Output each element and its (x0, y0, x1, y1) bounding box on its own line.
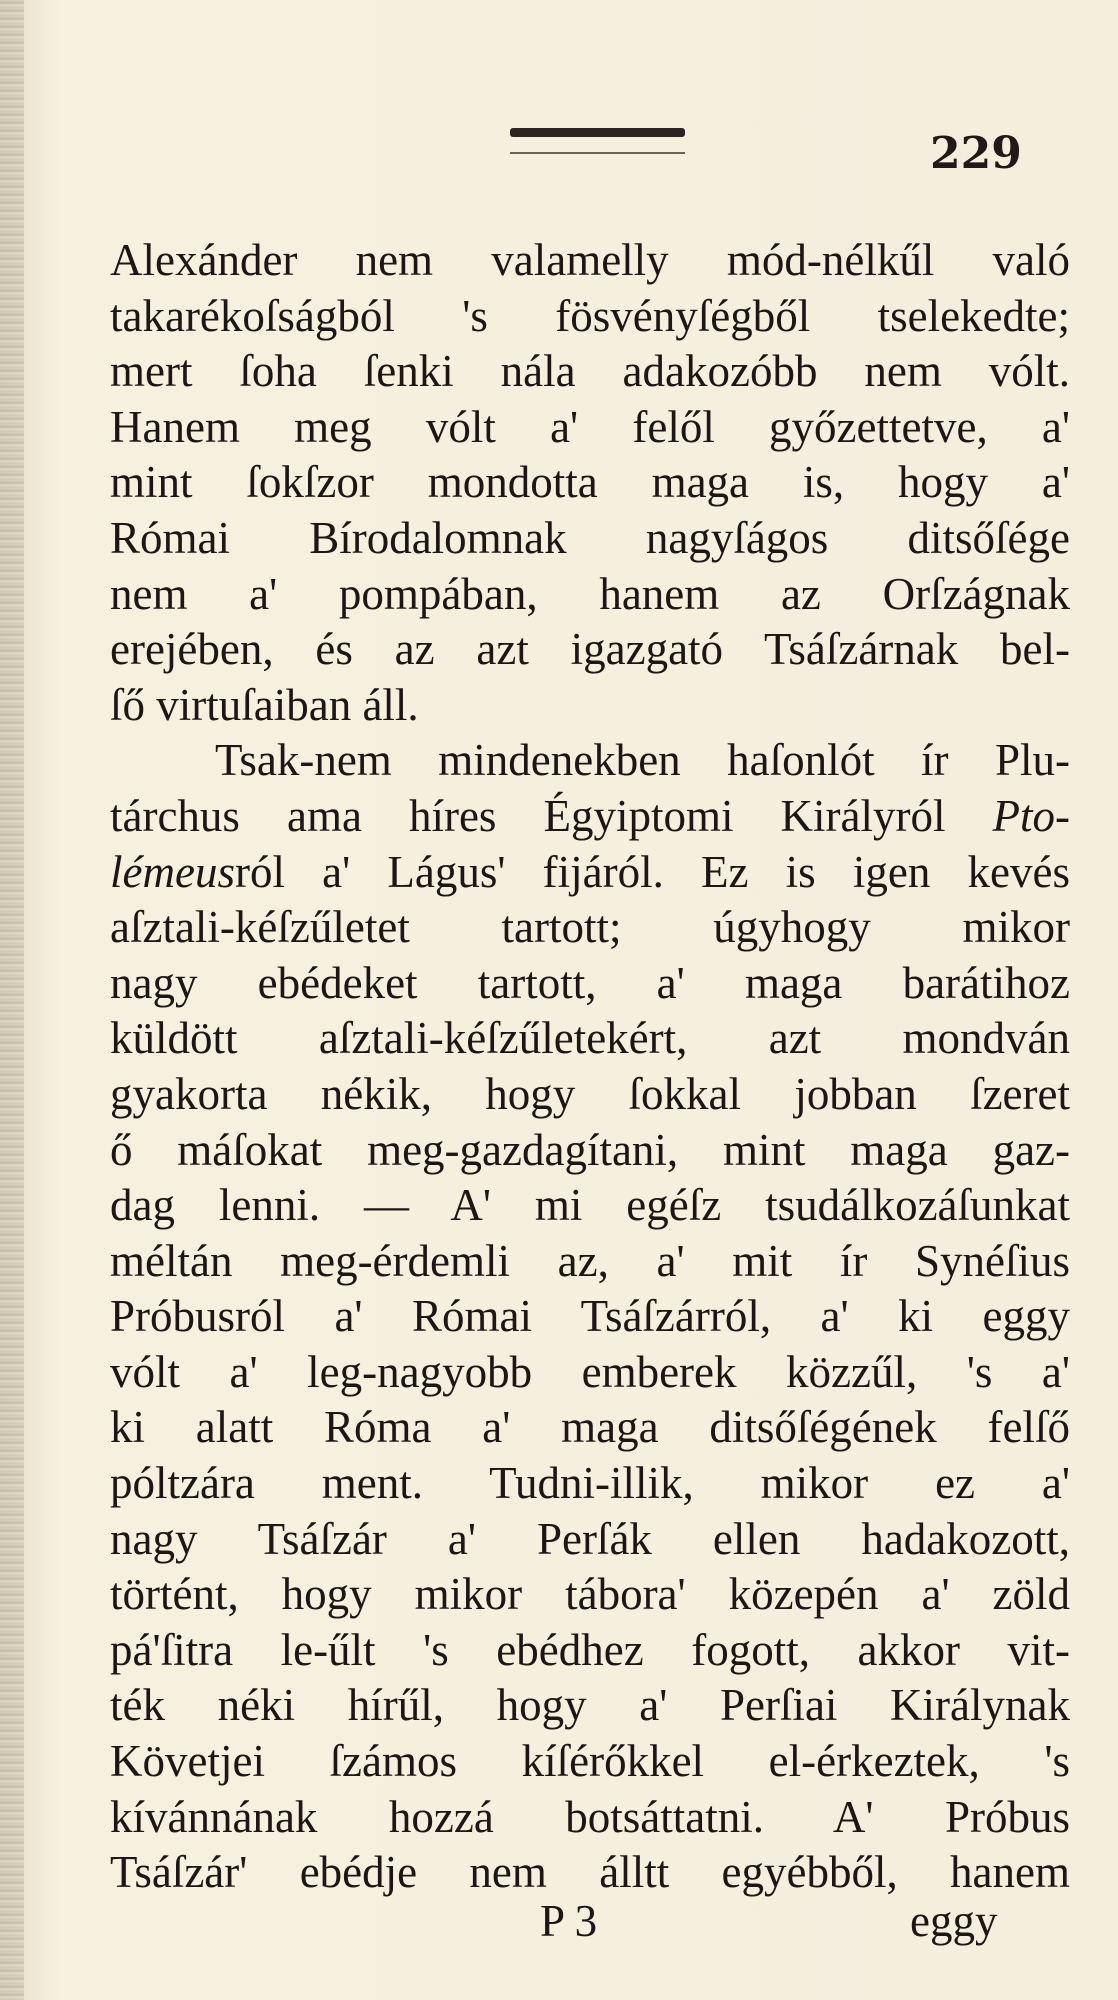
catchword: eggy (910, 1896, 998, 1946)
italic-name: Pto- (992, 790, 1070, 841)
text-line: ki alatt Róma a' maga ditsőſégének felſő (110, 1402, 1070, 1453)
text-line: dag lenni. — A' mi egéſz tsudálkozáſunkat (110, 1180, 1070, 1231)
text-line: erejében, és az azt igazgató Tsáſzárnak bel- (110, 624, 1070, 675)
text-line: nagy ebédeket tartott, a' maga barátihoz (110, 957, 1070, 1008)
text-line: vólt a' leg-nagyobb emberek közzűl, 's a' (110, 1346, 1070, 1397)
paragraph-start-line: Tsak-nem mindenekben haſonlót ír Plu- (215, 735, 1070, 786)
text-line: póltzára ment. Tudni-illik, mikor ez a' (110, 1458, 1070, 1509)
text-line: nem a' pompában, hanem az Orſzágnak (110, 568, 1070, 619)
text-line: Tsáſzár' ebédje nem álltt egyébből, hanem (110, 1847, 1070, 1898)
text-line: aſztali-kéſzűletet tartott; úgyhogy mikor (110, 902, 1070, 953)
text-line: kívánnának hozzá botsáttatni. A' Próbus (110, 1791, 1070, 1842)
text-line: ſő virtuſaiban áll. (110, 679, 419, 730)
text-line: Hanem meg vólt a' felől győzettetve, a' (110, 401, 1070, 452)
italic-name: lémeus (110, 846, 235, 897)
text-line: mint ſokſzor mondotta maga is, hogy a' (110, 457, 1070, 508)
text-line: nagy Tsáſzár a' Perſák ellen hadakozott, (110, 1513, 1070, 1564)
text-line: küldött aſztali-kéſzűletekért, azt mondván (110, 1013, 1070, 1064)
text-line: ő máſokat meg-gazdagítani, mint maga gaz- (110, 1124, 1070, 1175)
text-line: Alexánder nem valamelly mód-nélkűl való (110, 235, 1070, 285)
text-line: mert ſoha ſenki nála adakozóbb nem vólt. (110, 346, 1070, 397)
page-binding-edge (0, 0, 24, 2000)
text-line-with-italic (110, 845, 1070, 901)
text-line: Követjei ſzámos kíſérőkkel el-érkeztek, 's (110, 1736, 1070, 1787)
text-line: Próbusról a' Római Tsáſzárról, a' ki eggy (110, 1291, 1070, 1342)
page-footer (0, 1895, 1118, 1965)
line-text: tárchus ama híres Égyiptomi Királyról (110, 790, 993, 841)
text-line: gyakorta nékik, hogy ſokkal jobban ſzeret (110, 1068, 1070, 1119)
page-number: 229 (930, 128, 1022, 179)
text-line: történt, hogy mikor tábora' közepén a' zöld (110, 1569, 1070, 1620)
header-thin-rule (510, 152, 685, 154)
line-text: ról a' Lágus' fijáról. Ez is igen kevés (234, 846, 1070, 897)
header-ornament-rule (510, 128, 685, 137)
text-line: pá'ſitra le-űlt 's ebédhez fogott, akkor vit- (110, 1624, 1070, 1675)
text-line: méltán meg-érdemli az, a' mit ír Synéſius (110, 1235, 1070, 1286)
text-line: takarékoſságból 's fösvényſégből tselekedte; (110, 290, 1070, 341)
text-line: Római Bírodalomnak nagyſágos ditsőſége (110, 512, 1070, 563)
text-line: ték néki hírűl, hogy a' Perſiai Királynak (110, 1680, 1070, 1731)
signature-mark: P 3 (540, 1896, 598, 1946)
text-line-with-italic (110, 789, 1070, 845)
body-text (110, 233, 1070, 1901)
